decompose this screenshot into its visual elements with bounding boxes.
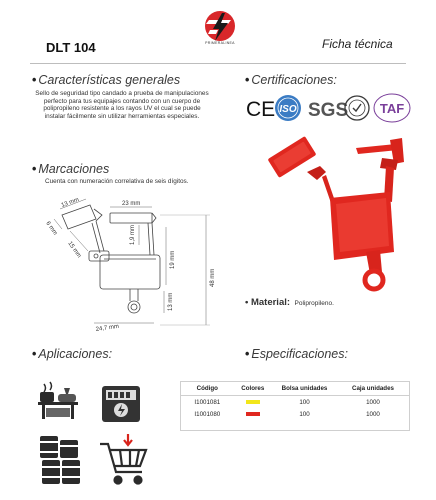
- specs-heading: • Especificaciones:: [245, 347, 348, 361]
- code-cell: I1001080: [194, 410, 221, 418]
- technical-drawing: [34, 195, 224, 335]
- color-swatch: [246, 412, 260, 416]
- ce-mark-icon: [246, 98, 275, 121]
- model-code: DLT 104: [46, 40, 96, 55]
- dim-label: 15 mm: [66, 240, 82, 260]
- dim-label: 19 mm: [170, 250, 176, 269]
- code-cell: I1001081: [194, 398, 221, 406]
- specs-table: [181, 382, 409, 420]
- bullet-icon: •: [32, 73, 37, 87]
- bag-cell: 100: [299, 398, 310, 406]
- features-description: Sello de seguridad tipo candado a prueba de manipulaciones perfecto para tus equipajes contando con un cuerpo de polipropileno resistente a los rayos UV el cual se puede instalar fácilmente sin utilizar herramientas especiales.: [35, 90, 209, 120]
- dim-label: 13 mm: [60, 196, 80, 209]
- dim-label: 48 mm: [210, 268, 216, 287]
- certifications-heading: • Certificaciones:: [245, 73, 337, 87]
- dim-label: 13 mm: [168, 292, 174, 311]
- electric-meter-icon: [102, 386, 140, 422]
- bullet-icon: •: [245, 73, 250, 87]
- column-header: Código: [181, 382, 234, 396]
- bag-cell: 100: [299, 410, 310, 418]
- color-cell: [234, 408, 272, 420]
- table-row: [181, 396, 409, 409]
- dim-label: 24,7 mm: [95, 323, 120, 333]
- table-row: [181, 408, 409, 420]
- bullet-icon: •: [32, 162, 37, 176]
- applications-heading: • Aplicaciones:: [32, 347, 113, 361]
- column-header: Caja unidades: [337, 382, 409, 396]
- barrels-icon: [40, 436, 80, 484]
- food-tray-icon: [38, 382, 78, 419]
- bullet-icon: •: [245, 297, 251, 308]
- material-row: [245, 292, 334, 310]
- markings-heading: • Marcaciones: [32, 162, 110, 176]
- color-cell: [234, 396, 272, 409]
- material-label: Material:: [250, 297, 291, 308]
- shopping-cart-icon: [100, 434, 146, 484]
- table-header-row: [181, 382, 409, 396]
- dim-label: 1,9 mm: [130, 224, 136, 245]
- sheet-title: Ficha técnica: [322, 37, 393, 51]
- dim-label: 6 mm: [44, 220, 58, 237]
- specs-table-frame: [180, 381, 410, 431]
- markings-description: Cuenta con numeración correlativa de seis dígitos.: [45, 178, 189, 185]
- iso-mark-text: ISO: [279, 104, 297, 115]
- dim-label: 23 mm: [122, 201, 141, 207]
- ce-mark-text: CE: [246, 98, 276, 121]
- material-value: Polipropileno.: [294, 300, 334, 307]
- sgs-mark-icon: [308, 100, 348, 121]
- applications-icons: [36, 378, 152, 494]
- taf-mark-icon: [374, 94, 410, 122]
- features-heading: • Características generales: [32, 73, 181, 87]
- certified-badge-icon: [345, 96, 369, 120]
- taf-mark-text: TAF: [379, 101, 405, 116]
- box-cell: 1000: [366, 398, 380, 406]
- iso-mark-icon: [275, 95, 301, 121]
- bullet-icon: •: [245, 347, 250, 361]
- column-header: Bolsa unidades: [272, 382, 337, 396]
- box-cell: 1000: [366, 410, 380, 418]
- color-swatch: [246, 400, 260, 404]
- column-header: Colores: [234, 382, 272, 396]
- certification-logos: [244, 92, 412, 126]
- sgs-mark-text: SGS: [308, 100, 349, 121]
- header-divider: [30, 63, 406, 64]
- bullet-icon: •: [32, 347, 37, 361]
- product-photo: [262, 132, 410, 296]
- logo-caption: PRIMERALINEA: [205, 41, 235, 45]
